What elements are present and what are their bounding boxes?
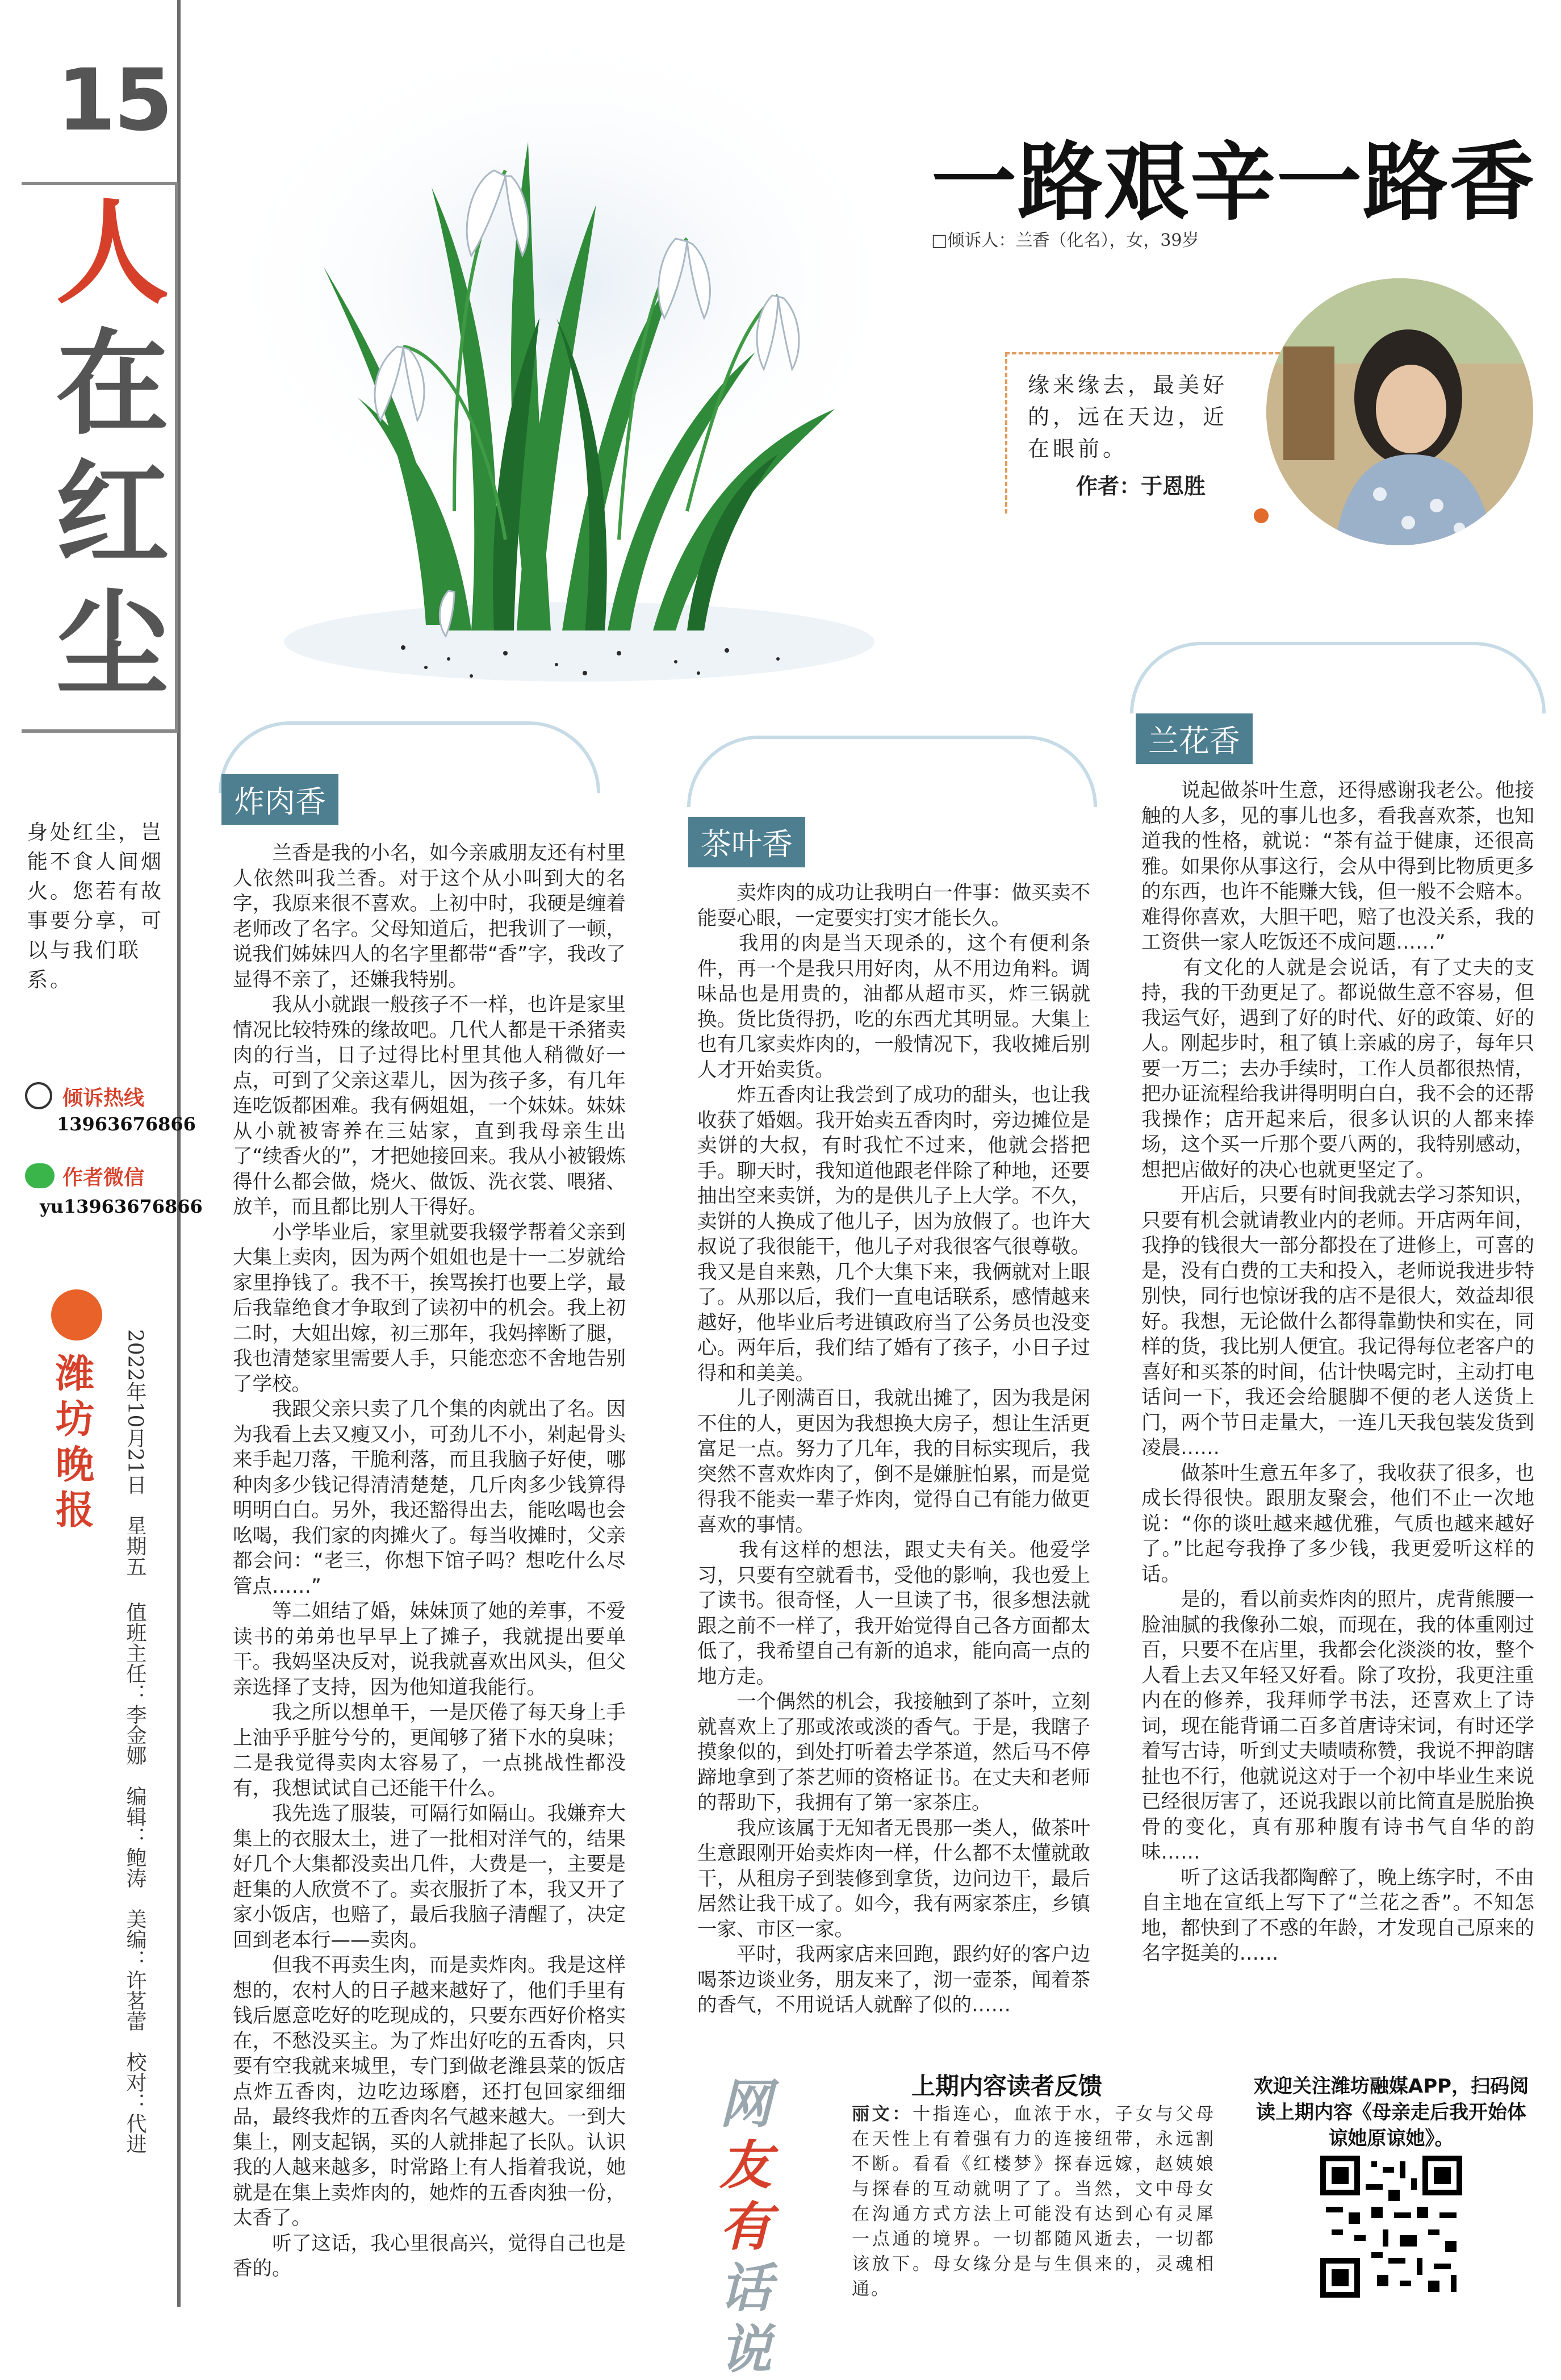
masthead-char-3: 红 [56, 448, 170, 581]
feedback-body [852, 2102, 1215, 2302]
feedback-char-4: 话 [719, 2257, 772, 2319]
masthead-char-4: 尘 [56, 578, 170, 712]
paper-logo-icon [51, 1289, 102, 1341]
hotline-label: 倾诉热线 [62, 1087, 145, 1110]
article-byline: □倾诉人：兰香（化名），女，39岁 [931, 231, 1199, 250]
masthead [22, 182, 178, 733]
section-text-2: 卖炸肉的成功让我明白一件事：做买卖不能耍心眼，一定要实打实才能长久。 我用的肉是当天现杀的，这个有便利条件，再一个是我只用好肉，从不用边角料。调味品也是用贵的，油都从超市买，炸三锅就换。货比货得扔，吃的东西尤其明显。大集上也有几家卖炸肉的，一般情况下，我收摊后别人才开始卖货。 炸五香肉让我尝到了成功的甜头，也让我收获了婚姻。我开始卖五香肉时，旁边摊位是卖饼的大叔，有时我忙不过来，他就会搭把手。聊天时，我知道他跟老伴除了种地，还要抽出空来卖饼，为的是供儿子上大学。不久，卖饼的人换成了他儿子，因为放假了。也许大叔说了我很能干，他儿子对我很客气很尊敬。我又是自来熟，几个大集下来，我俩就对上眼了。从那以后，我们一直电话联系，感情越来越好，他毕业后考进镇政府当了公务员也没变心。两年后，我们结了婚有了孩子，小日子过得和和美美。 儿子刚满百日，我就出摊了，因为我是闲不住的人，更因为我想换大房子，想让生活更富足一点。努力了几年，我的目标实现后，我突然不喜欢炸肉了，倒不是嫌脏怕累，而是觉得我不能卖一辈子炸肉，觉得自己有能力做更喜欢的事情。 我有这样的想法，跟丈夫有关。他爱学习，只要有空就看书，受他的影响，我也爱上了读书。很奇怪，人一旦读了书，很多想法就跟之前不一样了，我开始觉得自己各方面都太低了，我希望自己有新的追求，能向高一点的地方走。 一个偶然的机会，我接触到了茶叶，立刻就喜欢上了那或浓或淡的香气。于是，我瞎子摸象似的，到处打听着去学茶道，然后马不停蹄地拿到了茶艺师的资格证书。在丈夫和老师的帮助下，我拥有了第一家茶庄。 我应该属于无知者无畏那一类人，做茶叶生意跟刚开始卖炸肉一样，什么都不太懂就敢干，从租房子到装修到拿货，边问边干，最后居然让我干成了。如今，我有两家茶庄，乡镇一家、市区一家。 平时，我两家店来回跑，跟约好的客户边喝茶边谈业务，朋友来了，沏一壶茶，闻着茶的香气，不用说话人就醉了似的…… [697, 882, 1090, 2016]
feedback-vertical-title [714, 2073, 777, 2380]
wechat-label: 作者微信 [62, 1166, 145, 1189]
paper-name: 潍坊晚报 [55, 1352, 94, 1533]
section-label-1: 炸肉香 [221, 774, 338, 825]
staff-credits: 值班主任：李金娜 编辑：鲍涛 美编：许茗蕾 校对：代进 [123, 1602, 147, 2154]
phone-icon [25, 1082, 52, 1109]
feedback-title: 上期内容读者反馈 [911, 2072, 1103, 2100]
hotline-number[interactable]: 13963676866 [57, 1113, 196, 1135]
feedback-char-3: 有 [719, 2196, 772, 2257]
masthead-char-1: 人 [56, 186, 170, 320]
wechat-id: yu13963676866 [40, 1196, 203, 1217]
masthead-char-2: 在 [56, 317, 170, 450]
feedback-comment: 十指连心，血浓于水，子女与父母在天性上有着强有力的连接纽带，永远割不断。看看《红楼梦》探春远嫁，赵姨娘与探春的互动就明了了。当然，文中母女在沟通方式方法上可能没有达到心有灵犀一点通的境界。一切都随风逝去，一切都该放下。母女缘分是与生俱来的，灵魂相通。 [852, 2104, 1216, 2299]
author-photo [1266, 278, 1533, 545]
portrait-image [1266, 278, 1533, 545]
section-text-3: 说起做茶叶生意，还得感谢我老公。他接触的人多，见的事儿也多，看我喜欢茶，也知道我的性格，就说：“茶有益于健康，还很高雅。如果你从事这行，会从中得到比物质更多的东西，也许不能赚大钱，但一般不会赔本。难得你喜欢，大胆干吧，赔了也没关系，我的工资供一家人吃饭还不成问题……” 有文化的人就是会说话，有了丈夫的支持，我的干劲更足了。都说做生意不容易，但我运气好，遇到了好的时代、好的政策、好的人。刚起步时，租了镇上亲戚的房子，每年只要一万二；去办手续时，工作人员都很热情，把办证流程给我讲得明明白白，我不会的还帮我操作；店开起来后，很多认识的人都来捧场，这个买一斤那个要八两的，我特别感动，想把店做好的决心也就更坚定了。 开店后，只要有时间我就去学习茶知识，只要有机会就请教业内的老师。开店两年间，我挣的钱很大一部分都投在了进修上，可喜的是，没有白费的工夫和投入，老师说我进步特别快，同行也惊讶我的店不是很大，效益却很好。我想，无论做什么都得靠勤快和实在，同样的货，我比别人便宜。我记得每位老客户的喜好和买茶的时间，估计快喝完时，主动打电话问一下，我还会给腿脚不便的老人送货上门，两个节日走量大，一连几天我包装发货到凌晨…… 做茶叶生意五年多了，我收获了很多，也成长得很快。跟朋友聚会，他们不止一次地说：“你的谈吐越来越优雅，气质也越来越好了。”比起夸我挣了多少钱，我更爱听这样的话。 是的，看以前卖炸肉的照片，虎背熊腰一脸油腻的我像孙二娘，而现在，我的体重刚过百，只要不在店里，我都会化淡淡的妆，整个人看上去又年轻又好看。除了攻扮，我更注重内在的修养，我拜师学书法，还喜欢上了诗词，现在能背诵二百多首唐诗宋词，有时还学着写古诗，听到丈夫啧啧称赞，我说不押韵瞎扯也不行，他就说这对于一个初中毕业生来说已经很厉害了，还说我跟以前比简直是脱胎换骨的变化，真有那种腹有诗书气自华的韵味…… 听了这话我都陶醉了，晚上练字时，不由自主地在宣纸上写下了“兰花之香”。不知怎地，都快到了不惑的年龄，才发现自己原来的名字挺美的…… [1141, 779, 1534, 1965]
section-text-1: 兰香是我的小名，如今亲戚朋友还有村里人依然叫我兰香。对于这个从小叫到大的名字，我原来很不喜欢。上初中时，我硬是缠着老师改了名字。父母知道后，把我训了一顿，说我们姊妹四人的名字里都带“香”字，我改了显得不亲了，还嫌我特别。 我从小就跟一般孩子不一样，也许是家里情况比较特殊的缘故吧。几代人都是干杀猪卖肉的行当，日子过得比村里其他人稍微好一点，可到了父亲这辈儿，因为孩子多，有几年连吃饭都困难。我有俩姐姐，一个妹妹。妹妹从小就被寄养在三姑家，直到我母亲生出了“续香火的”，才把她接回来。我从小被锻炼得什么都会做，烧火、做饭、洗衣裳、喂猪、放羊，而且都比别人干得好。 小学毕业后，家里就要我辍学帮着父亲到大集上卖肉，因为两个姐姐也是十一二岁就给家里挣钱了。我不干，挨骂挨打也要上学，最后我靠绝食才争取到了读初中的机会。我上初二时，大姐出嫁，初三那年，我妈摔断了腿，我也清楚家里需要人手，只能恋恋不舍地告别了学校。 我跟父亲只卖了几个集的肉就出了名。因为我看上去又瘦又小，可劲儿不小，剁起骨头来手起刀落，干脆利落，而且我脑子好使，哪种肉多少钱记得清清楚楚，几斤肉多少钱算得明明白白。另外，我还豁得出去，能吆喝也会吆喝，我们家的肉摊火了。每当收摊时，父亲都会问：“老三，你想下馆子吗？想吃什么尽管点……” 等二姐结了婚，妹妹顶了她的差事，不爱读书的弟弟也早早上了摊子，我就提出要单干。我妈坚决反对，说我就喜欢出风头，但父亲选择了支持，因为他知道我能行。 我之所以想单干，一是厌倦了每天身上手上油乎乎脏兮兮的，更闻够了猪下水的臭味；二是我觉得卖肉太容易了，一点挑战性都没有，我想试试自己还能干什么。 我先选了服装，可隔行如隔山。我嫌弃大集上的衣服太土，进了一批相对洋气的，结果好几个大集都没卖出几件，大费是一，主要是赶集的人欣赏不了。卖衣服折了本，我又开了家小饭店，也赔了，最后我脑子清醒了，决定回到老本行——卖肉。 但我不再卖生肉，而是卖炸肉。我是这样想的，农村人的日子越来越好了，他们手里有钱后愿意吃好的吃现成的，只要东西好价格实在，不愁没买主。为了炸出好吃的五香肉，只要有空我就来城里，专门到做老潍县菜的饭店点炸五香肉，边吃边琢磨，还打包回家细细品，最终我炸的五香肉名气越来越大。一到大集上，刚支起锅，买的人就排起了长队。认识我的人越来越多，时常路上有人指着我说，她就是在集上卖炸肉的，她炸的五香肉独一份，太香了。 听了这话，我心里很高兴，觉得自己也是香的。 [233, 842, 626, 2280]
pull-quote: 缘来缘去，最美好的，远在天边，近在眼前。 [1028, 373, 1228, 461]
author-credit: 作者：于恩胜 [1076, 474, 1206, 499]
section-label-3: 兰花香 [1136, 713, 1253, 764]
column-arch-2 [687, 736, 1097, 807]
feedback-char-1: 网 [719, 2073, 772, 2135]
article-title: 一路艰辛一路香 [931, 133, 1536, 232]
decorative-dot [1254, 508, 1269, 523]
section-label-2: 茶叶香 [688, 817, 805, 867]
page-number: 15 [57, 51, 171, 150]
wechat-icon [25, 1163, 55, 1188]
snowdrop-illustration [187, 0, 937, 716]
qr-caption: 欢迎关注潍坊融媒APP，扫码阅读上期内容《母亲走后我开始体谅她原谅她》。 [1253, 2075, 1529, 2150]
column-arch-3 [1130, 642, 1546, 713]
feedback-char-2: 友 [719, 2135, 772, 2196]
issue-date: 2022年10月21日 星期五 [123, 1329, 147, 1577]
feedback-char-5: 说 [719, 2319, 772, 2380]
feedback-commenter: 丽文： [852, 2104, 913, 2124]
column-intro: 身处红尘，岂能不食人间烟火。您若有故事要分享，可以与我们联系。 [27, 821, 164, 992]
qr-code-icon[interactable] [1320, 2156, 1462, 2298]
